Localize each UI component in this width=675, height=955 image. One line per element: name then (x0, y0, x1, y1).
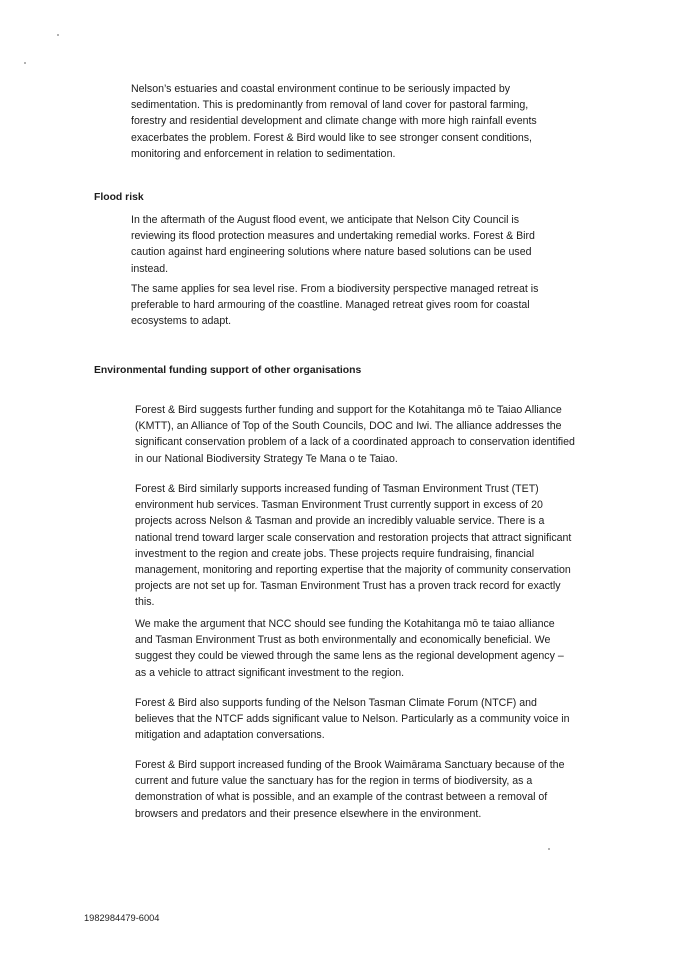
funding-paragraph-tet: Forest & Bird similarly supports increased funding of Tasman Environment Trust (TET) environment hub services. Tasman Environment Trust currently support in excess of 20 projects across Nelson & Tasman and provide an incredibly valuable service. There is a national trend toward larger scale conservation and restoration projects that attract significant investment to the region and create jobs. These projects require fundraising, financial management, monitoring and reporting expertise that the majority of community conservation projects are not set up for. Tasman Environment Trust has a proven track record for exactly this. (135, 483, 572, 609)
funding-heading: Environmental funding support of other organisations (94, 365, 362, 376)
scan-speck (24, 62, 26, 64)
intro-paragraph: Nelson’s estuaries and coastal environment continue to be seriously impacted by sedimentation. This is predominantly from removal of land cover for pastoral farming, forestry and residential development and climate change with more high rainfall events exacerbates the problem. Forest & Bird would like to see stronger consent conditions, monitoring and enforcement in relation to sedimentation. (131, 83, 537, 160)
funding-paragraph-sanctuary: Forest & Bird support increased funding of the Brook Waimārama Sanctuary because of the current and future value the sanctuary has for the region in terms of biodiversity, as a demonstration of what is possible, and an example of the contrast between a removal of browsers and predators and their presence elsewhere in the environment. (135, 759, 565, 820)
flood-risk-paragraph-2: The same applies for sea level rise. From a biodiversity perspective managed retreat is preferable to hard armouring of the coastline. Managed retreat gives room for coastal ecosystems to adapt. (131, 283, 539, 328)
flood-risk-heading: Flood risk (94, 192, 144, 203)
funding-paragraph-ntcf: Forest & Bird also supports funding of the Nelson Tasman Climate Forum (NTCF) and believes that the NTCF adds significant value to Nelson. Particularly as a community voice in mitigation and adaptation conversations. (135, 697, 570, 742)
funding-paragraph-ncc: We make the argument that NCC should see funding the Kotahitanga mō te taiao alliance and Tasman Environment Trust as both environmentally and economically beneficial. We suggest they could be viewed through the same lens as the regional development agency – as a vehicle to attract significant investment to the region. (135, 618, 564, 679)
document-id: 1982984479-6004 (84, 913, 160, 923)
flood-risk-paragraph-1: In the aftermath of the August flood event, we anticipate that Nelson City Council is reviewing its flood protection measures and undertaking remedial works. Forest & Bird caution against hard engineering solutions where nature based solutions can be used instead. (131, 214, 535, 275)
scan-speck (548, 848, 550, 850)
funding-paragraph-kmtt: Forest & Bird suggests further funding and support for the Kotahitanga mō te Taiao Alliance (KMTT), an Alliance of Top of the South Councils, DOC and Iwi. The alliance addresses the significant conservation problem of a lack of a coordinated approach to conservation identified in our National Biodiversity Strategy Te Mana o te Taiao. (135, 404, 575, 465)
scan-speck (57, 34, 59, 36)
